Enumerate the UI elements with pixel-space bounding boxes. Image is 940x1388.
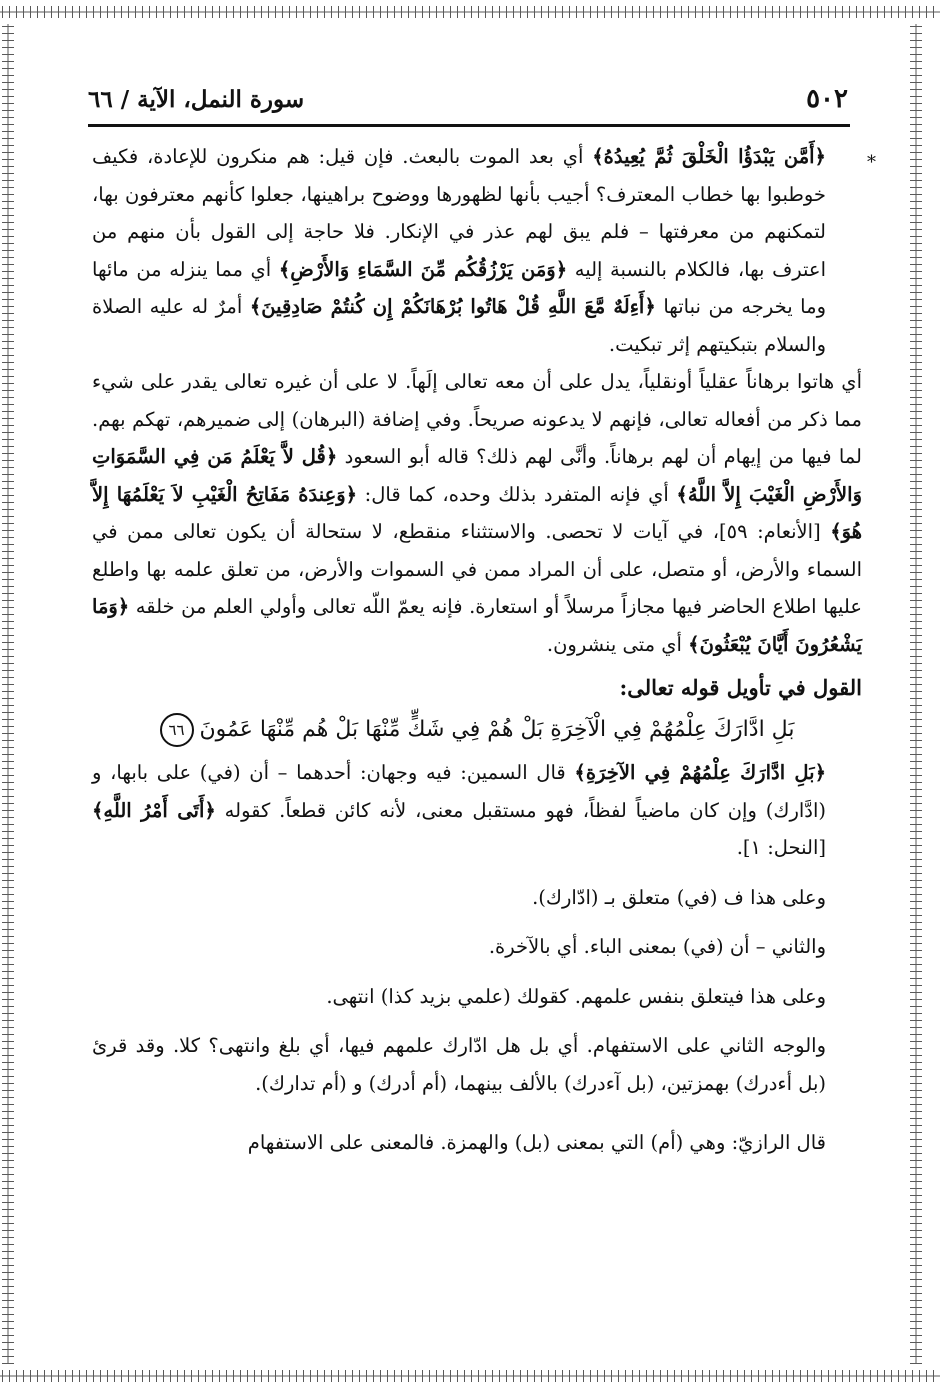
paragraph-6: وعلى هذا فيتعلق بنفس علمهم. كقولك (علمي بزيد كذا) انتهى. [326, 984, 826, 1008]
paragraph-4: وعلى هذا ف (في) متعلق بـ (ادّارك). [532, 885, 826, 909]
bottom-border-ornament [0, 1370, 940, 1382]
page-number: ٥٠٢ [806, 84, 848, 114]
right-border-ornament [910, 24, 922, 1364]
paragraph-2 [92, 363, 862, 663]
paragraph-text: أي هاتوا برهاناً عقلياً أونقلياً، يدل على أن معه تعالى إلَهاً. لا على أن غيره تعالى يقدر على شيء مما ذكر من أفعاله تعالى، فإنهم لا يدعونه صريحاً. وفي إضافة (البرهان) إلى ضميرهم، تهكم بهم. لما فيها من إيهام أن لهم برهاناً. وأنَّى لهم ذلك؟ قاله أبو السعود [92, 370, 863, 468]
paragraph-text: أي فإنه المتفرد بذلك وحده، كما قال: [357, 482, 677, 506]
quran-quote: ﴿وَمَن يَرْزُقُكُم مِّنَ السَّمَاءِ وَالأَرْضِ﴾ [278, 257, 568, 281]
quran-quote: ﴿وَعِندَهُ مَفَاتِحُ الْغَيْبِ لاَ يَعْلَمُهَا إِلاَّ هُوَ﴾ [92, 482, 862, 543]
paragraph-text: قال السمين: فيه وجهان: أحدهما – أن (في) على بابها، و (ادَّارك) وإن كان ماضياً لفظاً، فهو مستقبل معنى، لأنه كائن قطعاً. كقوله [92, 761, 826, 822]
ayah-text: بَلِ ادَّارَكَ عِلْمُهُمْ فِي الْآخِرَةِ بَلْ هُمْ فِي شَكٍّ مِّنْهَا بَلْ هُم مِّنْهَا عَمُونَ [199, 716, 795, 742]
paragraph-3 [92, 754, 862, 867]
ayah-number-badge: ٦٦ [160, 713, 194, 747]
quran-quote: ﴿قُل لاَّ يَعْلَمُ مَن فِي السَّمَوَاتِ وَالأَرْضِ الْغَيْبَ إِلاَّ اللَّهُ﴾ [92, 445, 862, 506]
top-border-ornament [0, 6, 940, 18]
quran-quote: ﴿أَتَى أَمْرُ اللَّهِ﴾ [92, 798, 216, 822]
paragraph-8: قال الرازيّ: وهي (أم) التي بمعنى (بل) والهمزة. فالمعنى على الاستفهام [247, 1131, 826, 1154]
paragraph-text: [النحل: ١]. [736, 836, 826, 859]
paragraph-7: والوجه الثاني على الاستفهام. أي بل هل ادّارك علمهم فيها، أي بلغ وانتهى؟ كلا. وقد قرئ (بل أءدرك) بهمزتين، (بل آءدرك) بالألف بينهما، (أم أدرك) و (أم تدارك). [92, 1034, 826, 1095]
quran-quote: ﴿أَمَّن يَبْدَؤُا الْخَلْقَ ثُمَّ يُعِيدُهُ﴾ [592, 145, 826, 168]
paragraph-1 [92, 138, 862, 363]
footnote-marker: * [867, 152, 876, 173]
quran-quote: ﴿بَلِ ادَّارَكَ عِلْمُهُمْ فِي الآخِرَةِ﴾ [574, 761, 826, 784]
quran-quote: ﴿أَءِلَهٌ مَّعَ اللَّهِ قُلْ هَاتُوا بُرْهَانَكُمْ إِن كُنتُمْ صَادِقِينَ﴾ [249, 295, 656, 318]
header-rule [88, 124, 850, 127]
paragraph-text: [الأنعام: ٥٩]، في آيات لا تحصى. والاستثناء منقطع، لا ستحالة أن يكون تعالى ممن في السماء والأرض، أو متصل، على أن المراد ممن في السموات والأرض، من تعلق علمه بها واطلع عليها اطلاع الحاضر فيها مجازاً مرسلاً أو استعارة. فإنه يعمّ اللّه تعالى وأولي العلم من خلقه [92, 520, 862, 618]
left-border-ornament [2, 24, 14, 1364]
paragraph-5: والثاني – أن (في) بمعنى الباء. أي بالآخرة. [488, 935, 826, 958]
page-header [86, 82, 850, 126]
paragraph-text: أي بعد الموت بالبعث. فإن قيل: هم منكرون للإعادة، فكيف خوطبوا بها خطاب المعترف؟ أجيب بأنها لظهورها ووضوح براهينها، جعلوا كأنهم معترفون بها، لتمكنهم من معرفتها – فلم يبق لهم عذر في الإنكار. فلا حاجة إلى القول بأن منهم من اعترف بها، فالكلام بالنسبة إليه [92, 145, 826, 281]
quran-quote: ﴿وَمَا يَشْعُرُونَ أَيَّانَ يُبْعَثُونَ﴾ [92, 595, 862, 656]
page-body [92, 138, 876, 1162]
paragraph-text: أي مما ينزله من مائها وما يخرجه من نباتها [92, 257, 826, 318]
section-heading: القول في تأويل قوله تعالى: [619, 675, 862, 700]
running-title: سورة النمل، الآية / ٦٦ [88, 86, 305, 113]
ayah-line [92, 711, 862, 749]
paragraph-text: أمرٌ له عليه الصلاة والسلام بتبكيتهم إثر تبكيت. [92, 295, 826, 356]
paragraph-text: أي متى ينشرون. [546, 632, 689, 656]
